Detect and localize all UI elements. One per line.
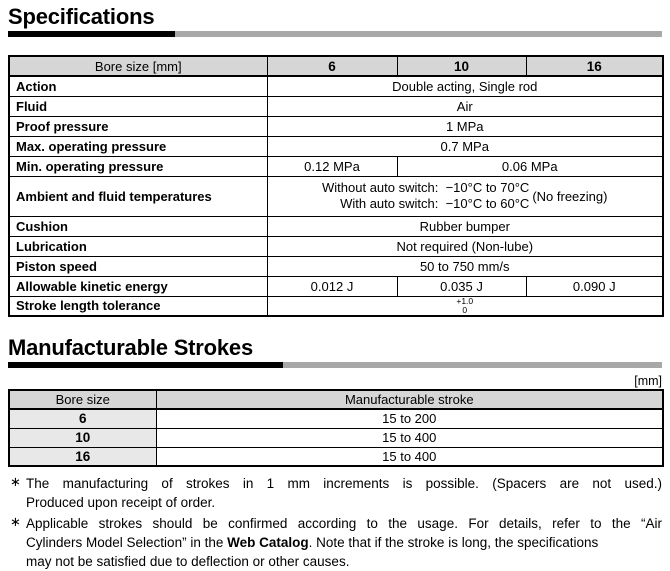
bore-cell: 6: [9, 409, 156, 428]
table-row-lubrication: [9, 236, 663, 256]
table-row-ambient-fluid-temperatures: [9, 176, 663, 216]
footnote-1: [8, 474, 662, 512]
ambient-temperature-value: [270, 180, 661, 212]
row-value: Double acting, Single rod: [267, 76, 663, 96]
underline-bar-black-segment: [8, 362, 283, 368]
row-label: Cushion: [9, 216, 267, 236]
table-row-min-operating-pressure: [9, 156, 663, 176]
footnote-2-line-1: Applicable strokes should be confirmed according to the usage. For details, refer to the “Air: [26, 516, 662, 531]
row-value: Not required (Non-lube): [267, 236, 663, 256]
row-value: 0.7 MPa: [267, 136, 663, 156]
ambient-temperature-lines: [322, 180, 529, 212]
bore-cell: 10: [9, 428, 156, 447]
web-catalog-bold-text: Web Catalog: [227, 535, 309, 550]
table-row-max-operating-pressure: [9, 136, 663, 156]
row-value: [267, 296, 663, 316]
unit-label: [mm]: [634, 374, 662, 388]
row-value: [267, 176, 663, 216]
underline-bar-black-segment: [8, 31, 175, 37]
row-label: Max. operating pressure: [9, 136, 267, 156]
bore-size-column-header: Bore size: [9, 390, 156, 409]
row-label: Action: [9, 76, 267, 96]
no-freezing-note: (No freezing): [532, 188, 608, 204]
tolerance-stack: [456, 297, 473, 315]
table-row-proof-pressure: [9, 116, 663, 136]
stroke-cell: 15 to 400: [156, 428, 663, 447]
manufacturable-strokes-section: [8, 335, 662, 571]
table-row-bore-10: [9, 428, 663, 447]
footnote-2-line-2: [26, 533, 662, 552]
footnote-2: [8, 514, 662, 571]
without-auto-switch-line: Without auto switch: −10°C to 70°C: [322, 180, 530, 195]
table-row-bore-16: [9, 447, 663, 466]
spec-header-row: [9, 56, 663, 76]
stroke-cell: 15 to 400: [156, 447, 663, 466]
row-value: 50 to 750 mm/s: [267, 256, 663, 276]
row-value-bore10: 0.035 J: [397, 276, 526, 296]
footnote-1-line-1: The manufacturing of strokes in 1 mm increments is possible. (Spacers are not used.): [26, 476, 662, 491]
row-label: Ambient and fluid temperatures: [9, 176, 267, 216]
row-label: Min. operating pressure: [9, 156, 267, 176]
manufacturable-strokes-table: [8, 389, 664, 467]
footnote-2-line-2-before: Cylinders Model Selection” in the: [26, 535, 228, 550]
bore-cell: 16: [9, 447, 156, 466]
tolerance-upper: +1.0: [456, 295, 474, 306]
row-value-bore6: 0.12 MPa: [267, 156, 397, 176]
manufacturable-stroke-column-header: Manufacturable stroke: [156, 390, 663, 409]
row-value: Rubber bumper: [267, 216, 663, 236]
table-row-piston-speed: [9, 256, 663, 276]
row-value: 1 MPa: [267, 116, 663, 136]
bore-size-header-cell: Bore size [mm]: [9, 56, 267, 76]
asterisk-marker: ∗: [10, 514, 21, 529]
with-auto-switch-line: With auto switch: −10°C to 60°C: [340, 196, 530, 211]
table-row-allowable-kinetic-energy: [9, 276, 663, 296]
row-value: Air: [267, 96, 663, 116]
specifications-table: [8, 55, 664, 317]
bore-16-column-header: 16: [526, 56, 663, 76]
specifications-underline-bar: [8, 31, 662, 37]
row-value-bore16: 0.090 J: [526, 276, 663, 296]
row-label: Stroke length tolerance: [9, 296, 267, 316]
footnote-1-line-2: Produced upon receipt of order.: [26, 495, 216, 510]
row-value-bore6: 0.012 J: [267, 276, 397, 296]
row-value-bore10-16: 0.06 MPa: [397, 156, 663, 176]
footnotes: [8, 474, 662, 571]
row-label: Fluid: [9, 96, 267, 116]
row-label: Allowable kinetic energy: [9, 276, 267, 296]
table-row-stroke-length-tolerance: [9, 296, 663, 316]
strokes-header-row: [9, 390, 663, 409]
manufacturable-strokes-underline-bar: [8, 362, 662, 368]
footnote-2-line-3: may not be satisfied due to deflection or other causes.: [26, 554, 350, 569]
row-label: Piston speed: [9, 256, 267, 276]
bore-6-column-header: 6: [267, 56, 397, 76]
footnote-2-line-2-after: . Note that if the stroke is long, the specifications: [308, 535, 599, 550]
tolerance-lower: 0: [462, 304, 468, 315]
footnote-2-text: [26, 514, 662, 571]
manufacturable-strokes-title: Manufacturable Strokes: [8, 335, 254, 360]
bore-10-column-header: 10: [397, 56, 526, 76]
row-label: Proof pressure: [9, 116, 267, 136]
table-row-fluid: [9, 96, 663, 116]
row-label: Lubrication: [9, 236, 267, 256]
footnote-1-text: [26, 474, 662, 512]
stroke-cell: 15 to 200: [156, 409, 663, 428]
specifications-section: [8, 4, 662, 317]
specifications-title: Specifications: [8, 4, 155, 29]
asterisk-marker: ∗: [10, 474, 21, 489]
table-row-bore-6: [9, 409, 663, 428]
table-row-cushion: [9, 216, 663, 236]
table-row-action: [9, 76, 663, 96]
